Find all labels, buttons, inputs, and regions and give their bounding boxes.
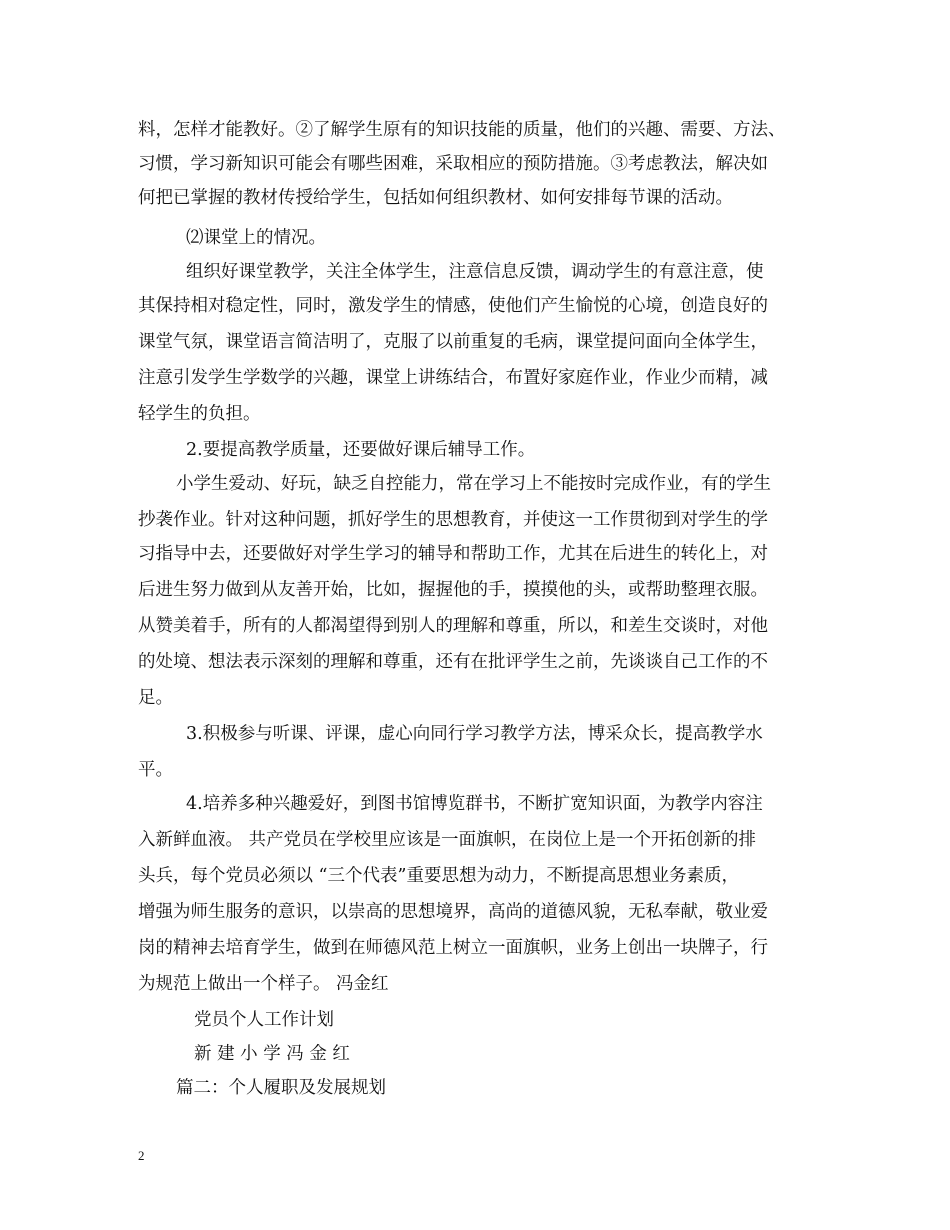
text-line: 注意引发学生学数学的兴趣，课堂上讲练结合，布置好家庭作业，作业少而精，减 xyxy=(138,368,768,388)
text-line: 习惯，学习新知识可能会有哪些困难，采取相应的预防措施。③考虑教法，解决如 xyxy=(138,154,768,174)
text-line: 何把已掌握的教材传授给学生，包括如何组织教材、如何安排每节课的活动。 xyxy=(138,188,733,208)
text-line: 入新鲜血液。 共产党员在学校里应该是一面旗帜，在岗位上是一个开拓创新的排 xyxy=(138,830,757,850)
text-line: 习指导中去，还要做好对学生学习的辅导和帮助工作，尤其在后进生的转化上，对 xyxy=(138,544,768,564)
text-line: 组织好课堂教学，关注全体学生，注意信息反馈，调动学生的有意注意，使 xyxy=(186,262,764,282)
text-line: 从赞美着手，所有的人都渴望得到别人的理解和尊重，所以，和差生交谈时，对他 xyxy=(138,616,768,636)
text-line: ⑵课堂上的情况。 xyxy=(186,228,326,248)
text-line: 小学生爱动、好玩，缺乏自控能力，常在学习上不能按时完成作业，有的学生 xyxy=(176,474,771,494)
text-line: 的处境、想法表示深刻的理解和尊重，还有在批评学生之前，先谈谈自己工作的不 xyxy=(138,652,768,672)
text-line: 平。 xyxy=(138,760,173,780)
text-line: 课堂气氛，课堂语言简洁明了，克服了以前重复的毛病，课堂提问面向全体学生， xyxy=(138,332,768,352)
author-line: 新 建 小 学 冯 金 红 xyxy=(194,1044,350,1064)
text-line: 2.要提高教学质量，还要做好课后辅导工作。 xyxy=(186,440,536,460)
section-heading: 篇二：个人履职及发展规划 xyxy=(176,1078,386,1098)
text-line: 4.培养多种兴趣爱好，到图书馆博览群书，不断扩宽知识面，为教学内容注 xyxy=(186,794,763,814)
text-line: 抄袭作业。针对这种问题，抓好学生的思想教育，并使这一工作贯彻到对学生的学 xyxy=(138,510,768,530)
text-line: 3.积极参与听课、评课，虚心向同行学习教学方法，博采众长，提高教学水 xyxy=(186,724,763,744)
section-heading: 党员个人工作计划 xyxy=(194,1010,334,1030)
text-line: 增强为师生服务的意识，以崇高的思想境界，高尚的道德风貌，无私奉献，敬业爱 xyxy=(138,902,768,922)
text-line: 为规范上做出一个样子。 冯金红 xyxy=(138,974,389,994)
text-line: 足。 xyxy=(138,688,173,708)
text-line: 轻学生的负担。 xyxy=(138,404,261,424)
text-line: 后进生努力做到从友善开始，比如，握握他的手，摸摸他的头，或帮助整理衣服。 xyxy=(138,580,768,600)
page-number: 2 xyxy=(138,1148,145,1163)
text-line: 料，怎样才能教好。②了解学生原有的知识技能的质量，他们的兴趣、需要、方法、 xyxy=(138,120,786,140)
text-line: 岗的精神去培育学生，做到在师德风范上树立一面旗帜，业务上创出一块牌子，行 xyxy=(138,938,768,958)
text-line: 头兵，每个党员必须以 “三个代表”重要思想为动力，不断提高思想业务素质， xyxy=(138,866,739,886)
text-line: 其保持相对稳定性，同时，激发学生的情感，使他们产生愉悦的心境，创造良好的 xyxy=(138,296,768,316)
